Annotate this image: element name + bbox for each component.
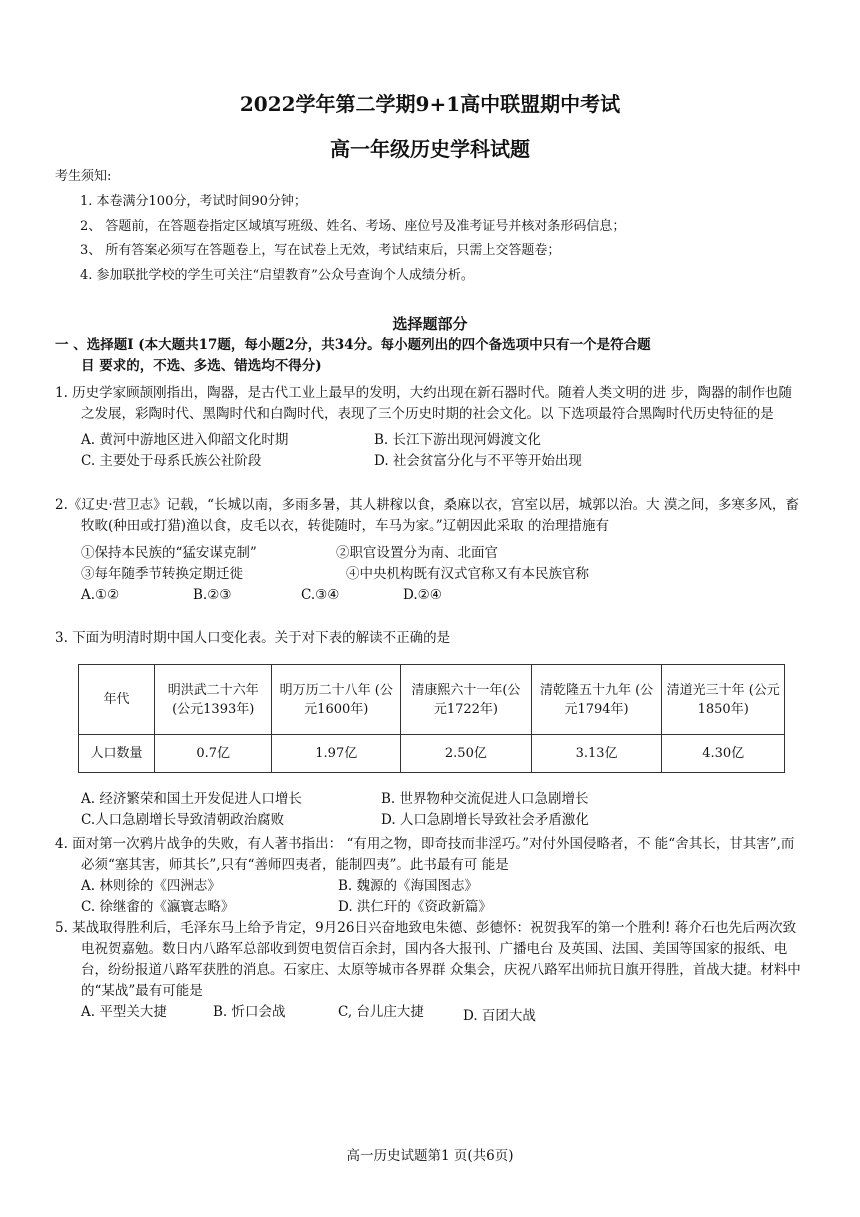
option-a: A. 林则徐的《四洲志》 (81, 878, 221, 894)
table-header-cell: 清康熙六十一年(公元1722年) (401, 665, 532, 735)
statement-4: ④中央机构既有汉式官称又有本民族官称 (346, 566, 589, 582)
exam-subtitle: 高一年级历史学科试题 (330, 137, 530, 161)
question-2 (55, 495, 805, 606)
notice-item: 3、 所有答案必须写在答题卷上，写在试卷上无效，考试结束后，只需上交答题卷； (80, 243, 561, 258)
option-a: A. 黄河中游地区进入仰韶文化时期 (81, 432, 289, 448)
population-table (78, 664, 785, 773)
notice-list (80, 190, 625, 288)
option-d: D. 百团大战 (463, 1008, 536, 1024)
option-c: C. 徐继畬的《瀛寰志略》 (81, 899, 235, 915)
table-cell: 2.50亿 (401, 735, 532, 773)
question-stem: 1. 历史学家顾颉刚指出，陶器，是古代工业上最早的发明，大约出现在新石器时代。随着人类文明的进 步，陶器的制作也随之发展，彩陶时代、黑陶时代和白陶时代，表现了三个历史时期的社会文化。以 下选项最符合黑陶时代历史特征的是 (55, 385, 792, 422)
part-header (55, 335, 815, 377)
question-1 (55, 383, 805, 472)
table-header-cell: 年代 (79, 665, 155, 735)
section-title: 选择题部分 (392, 315, 468, 333)
table-cell: 0.7亿 (154, 735, 271, 773)
option-a: A. 平型关大捷 (81, 1004, 167, 1020)
question-stem: 4. 面对第一次鸦片战争的失败，有人著书指出： “有用之物，即奇技而非淫巧。”对付外国侵略者，不 能“舍其长，甘其害”,而必须“塞其害，师其长”,只有“善师四夷者，能制四夷”。此书最有可 能是 (55, 836, 795, 873)
question-5 (55, 918, 805, 1023)
option-b: B. 忻口会战 (213, 1004, 286, 1020)
table-cell: 4.30亿 (662, 735, 785, 773)
option-d: D. 社会贫富分化与不平等开始出现 (374, 453, 582, 469)
page-footer: 高一历史试题第1 页(共6页) (346, 1148, 514, 1164)
option-b: B. 魏源的《海国图志》 (338, 878, 479, 894)
question-stem: 3. 下面为明清时期中国人口变化表。关于对下表的解读不正确的是 (55, 630, 451, 646)
option-c: C.③④ (301, 587, 340, 603)
notice-item: 1. 本卷满分100分，考试时间90分钟； (80, 194, 307, 209)
option-d: D. 人口急剧增长导致社会矛盾激化 (381, 812, 589, 828)
options (55, 1002, 805, 1023)
option-c: C.人口急剧增长导致清朝政治腐败 (81, 812, 285, 828)
option-c: C, 台儿庄大捷 (338, 1004, 424, 1020)
notice-item: 4. 参加联批学校的学生可关注“启望教育”公众号查询个人成绩分析。 (80, 267, 474, 283)
notice-item: 2、 答题前，在答题卷指定区域填写班级、姓名、考场、座位号及准考证号并核对条形码信息； (80, 218, 626, 234)
statement-1: ①保持本民族的“猛安谋克制” (81, 545, 257, 561)
option-d: D. 洪仁玕的《资政新篇》 (338, 899, 492, 915)
part-header-line: 一 、选择题Ⅰ (本大题共17题，每小题2分，共34分。每小题列出的四个备选项中只有一个是符合题 (55, 337, 651, 353)
options (55, 789, 805, 831)
option-b: B. 长江下游出现河姆渡文化 (374, 432, 542, 448)
option-a: A.①② (81, 587, 120, 603)
question-4 (55, 834, 805, 918)
statements (55, 543, 805, 606)
table-header-cell: 明洪武二十六年 (公元1393年) (154, 665, 271, 735)
table-header-cell: 明万历二十八年 (公元1600年) (272, 665, 401, 735)
statement-3: ③每年随季节转换定期迁徙 (81, 566, 243, 582)
options (55, 430, 805, 472)
option-d: D.②④ (403, 587, 442, 603)
question-stem: 2.《辽史·营卫志》记载，“长城以南，多雨多暑，其人耕稼以食，桑麻以衣，宫室以居，城郭以治。大 漠之间，多寒多风，畜牧畋(种田或打猎)渔以食，皮毛以衣，转徙随时，车马为家。”辽朝因此采取 的治理措施有 (55, 497, 799, 534)
option-c: C. 主要处于母系氏族公社阶段 (81, 453, 262, 469)
part-header-line: 目 要求的，不选、多选、错选均不得分) (81, 358, 322, 374)
option-b: B.②③ (193, 587, 232, 603)
table-header-cell: 清道光三十年 (公元1850年) (662, 665, 785, 735)
table-cell: 3.13亿 (531, 735, 662, 773)
options (55, 876, 805, 918)
table-cell: 人口数量 (79, 735, 155, 773)
question-3-options (55, 789, 805, 831)
option-b: B. 世界物种交流促进人口急剧增长 (381, 791, 589, 807)
table-cell: 1.97亿 (272, 735, 401, 773)
notice-label: 考生须知: (55, 169, 112, 184)
table-header-cell: 清乾隆五十九年 (公元1794年) (531, 665, 662, 735)
statement-2: ②职官设置分为南、北面官 (336, 545, 498, 561)
option-a: A. 经济繁荣和国土开发促进人口增长 (81, 791, 302, 807)
question-stem: 5. 某战取得胜利后，毛泽东马上给予肯定，9月26日兴奋地致电朱德、彭德怀：祝贺我军的第一个胜利! 蒋介石也先后两次致电祝贺嘉勉。数日内八路军总部收到贺电贺信百余封，国内各大报刊、广播电台 及英国、法国、美国等国家的报纸、电台，纷纷报道八路军获胜的消息。石家庄、太原等城市各界群 众集会，庆祝八路军出师抗日旗开得胜，首战大捷。材料中的“某战”最有可能是 (55, 920, 801, 999)
question-3 (55, 628, 805, 649)
table-row (79, 735, 785, 773)
exam-title: 2022学年第二学期9+1高中联盟期中考试 (239, 92, 621, 116)
table-header-row (79, 665, 785, 735)
